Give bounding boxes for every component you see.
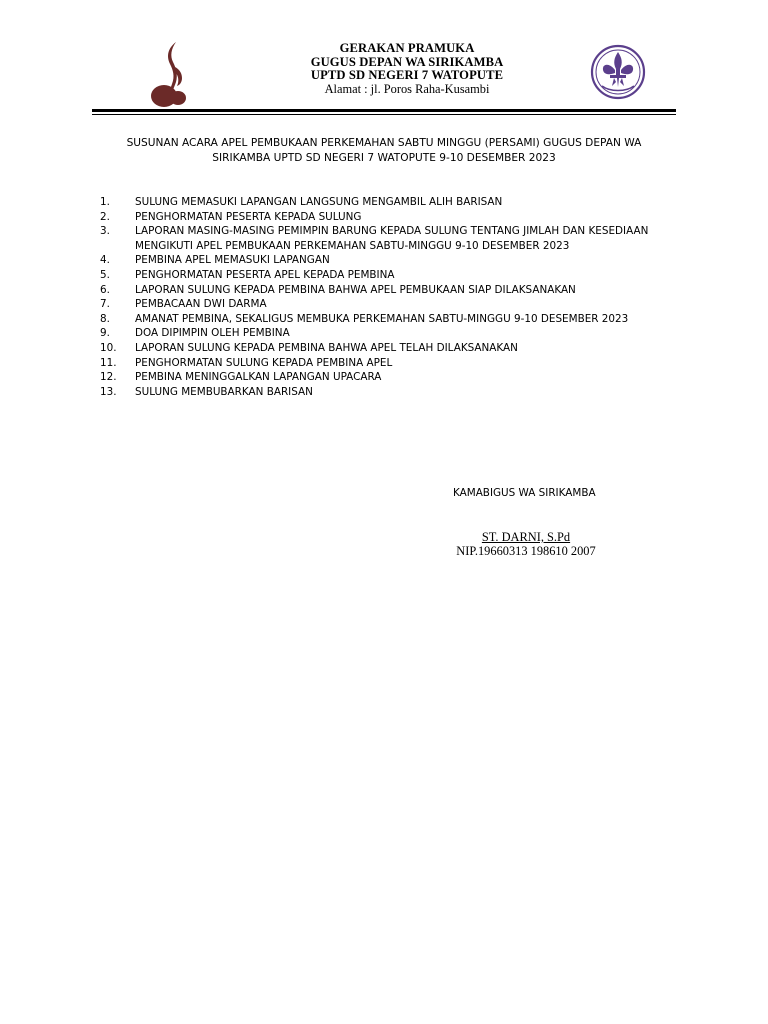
item-text: LAPORAN SULUNG KEPADA PEMBINA BAHWA APEL PEMBUKAAN SIAP DILAKSANAKAN xyxy=(135,283,576,296)
signatory-name: ST. DARNI, S.Pd xyxy=(481,530,571,544)
signatory-role: KAMABIGUS WA SIRIKAMBA xyxy=(453,487,596,499)
item-number: 5. xyxy=(100,268,110,281)
item-number: 12. xyxy=(100,371,117,384)
list-item xyxy=(100,210,660,225)
list-item xyxy=(100,385,660,400)
item-text: PEMBINA MENINGGALKAN LAPANGAN UPACARA xyxy=(135,371,382,384)
letterhead-school: UPTD SD NEGERI 7 WATOPUTE xyxy=(310,68,504,82)
item-text: LAPORAN SULUNG KEPADA PEMBINA BAHWA APEL TELAH DILAKSANAKAN xyxy=(135,341,518,354)
letterhead-org: GERAKAN PRAMUKA xyxy=(339,41,475,55)
item-number: 3. xyxy=(100,225,110,238)
tunas-kelapa-icon xyxy=(142,40,194,110)
item-number: 11. xyxy=(100,356,117,369)
item-number: 4. xyxy=(100,254,110,267)
signatory-nip: NIP.19660313 198610 2007 xyxy=(456,544,596,558)
item-text: PENGHORMATAN PESERTA APEL KEPADA PEMBINA xyxy=(135,268,395,281)
list-item xyxy=(100,268,660,283)
letterhead-divider-thick xyxy=(92,109,676,112)
item-text: AMANAT PEMBINA, SEKALIGUS MEMBUKA PERKEMAHAN SABTU-MINGGU 9-10 DESEMBER 2023 xyxy=(135,312,629,325)
document-title xyxy=(92,136,676,166)
title-line-2: SIRIKAMBA UPTD SD NEGERI 7 WATOPUTE 9-10 DESEMBER 2023 xyxy=(212,152,556,164)
item-text: SULUNG MEMASUKI LAPANGAN LANGSUNG MENGAMBIL ALIH BARISAN xyxy=(135,196,503,208)
list-item xyxy=(100,224,660,253)
list-item xyxy=(100,195,660,210)
item-text: DOA DIPIMPIN OLEH PEMBINA xyxy=(135,327,290,340)
list-item xyxy=(100,326,660,341)
letterhead xyxy=(250,42,564,96)
letterhead-unit: GUGUS DEPAN WA SIRIKAMBA xyxy=(310,54,504,69)
item-number: 9. xyxy=(100,327,110,340)
item-number: 6. xyxy=(100,283,110,296)
item-number: 10. xyxy=(100,341,117,354)
list-item xyxy=(100,312,660,327)
letterhead-divider-thin xyxy=(92,114,676,115)
item-text: LAPORAN MASING-MASING PEMIMPIN BARUNG KEPADA SULUNG TENTANG JIMLAH DAN KESEDIAAN MENGIKUTI APEL PEMBUKAAN PERKEMAHAN SABTU-MINGGU 9-10 DESEMBER 2023 xyxy=(135,225,649,252)
title-line-1: SUSUNAN ACARA APEL PEMBUKAAN PERKEMAHAN SABTU MINGGU (PERSAMI) GUGUS DEPAN WA xyxy=(126,137,642,149)
list-item xyxy=(100,283,660,298)
list-item xyxy=(100,356,660,371)
item-number: 1. xyxy=(100,196,110,208)
item-text: PENGHORMATAN PESERTA KEPADA SULUNG xyxy=(135,210,362,223)
world-scout-emblem-icon xyxy=(588,42,648,102)
list-item xyxy=(100,370,660,385)
letterhead-address: Alamat : jl. Poros Raha-Kusambi xyxy=(324,81,490,96)
agenda-list xyxy=(100,195,660,399)
item-number: 7. xyxy=(100,298,110,311)
signature-block xyxy=(446,530,606,558)
list-item xyxy=(100,297,660,312)
item-number: 8. xyxy=(100,312,110,325)
item-text: PEMBACAAN DWI DARMA xyxy=(135,298,267,311)
item-number: 13. xyxy=(100,385,117,398)
list-item xyxy=(100,341,660,356)
item-number: 2. xyxy=(100,210,110,223)
item-text: PEMBINA APEL MEMASUKI LAPANGAN xyxy=(135,254,330,267)
item-text: SULUNG MEMBUBARKAN BARISAN xyxy=(135,385,313,398)
item-text: PENGHORMATAN SULUNG KEPADA PEMBINA APEL xyxy=(135,356,393,369)
list-item xyxy=(100,253,660,268)
